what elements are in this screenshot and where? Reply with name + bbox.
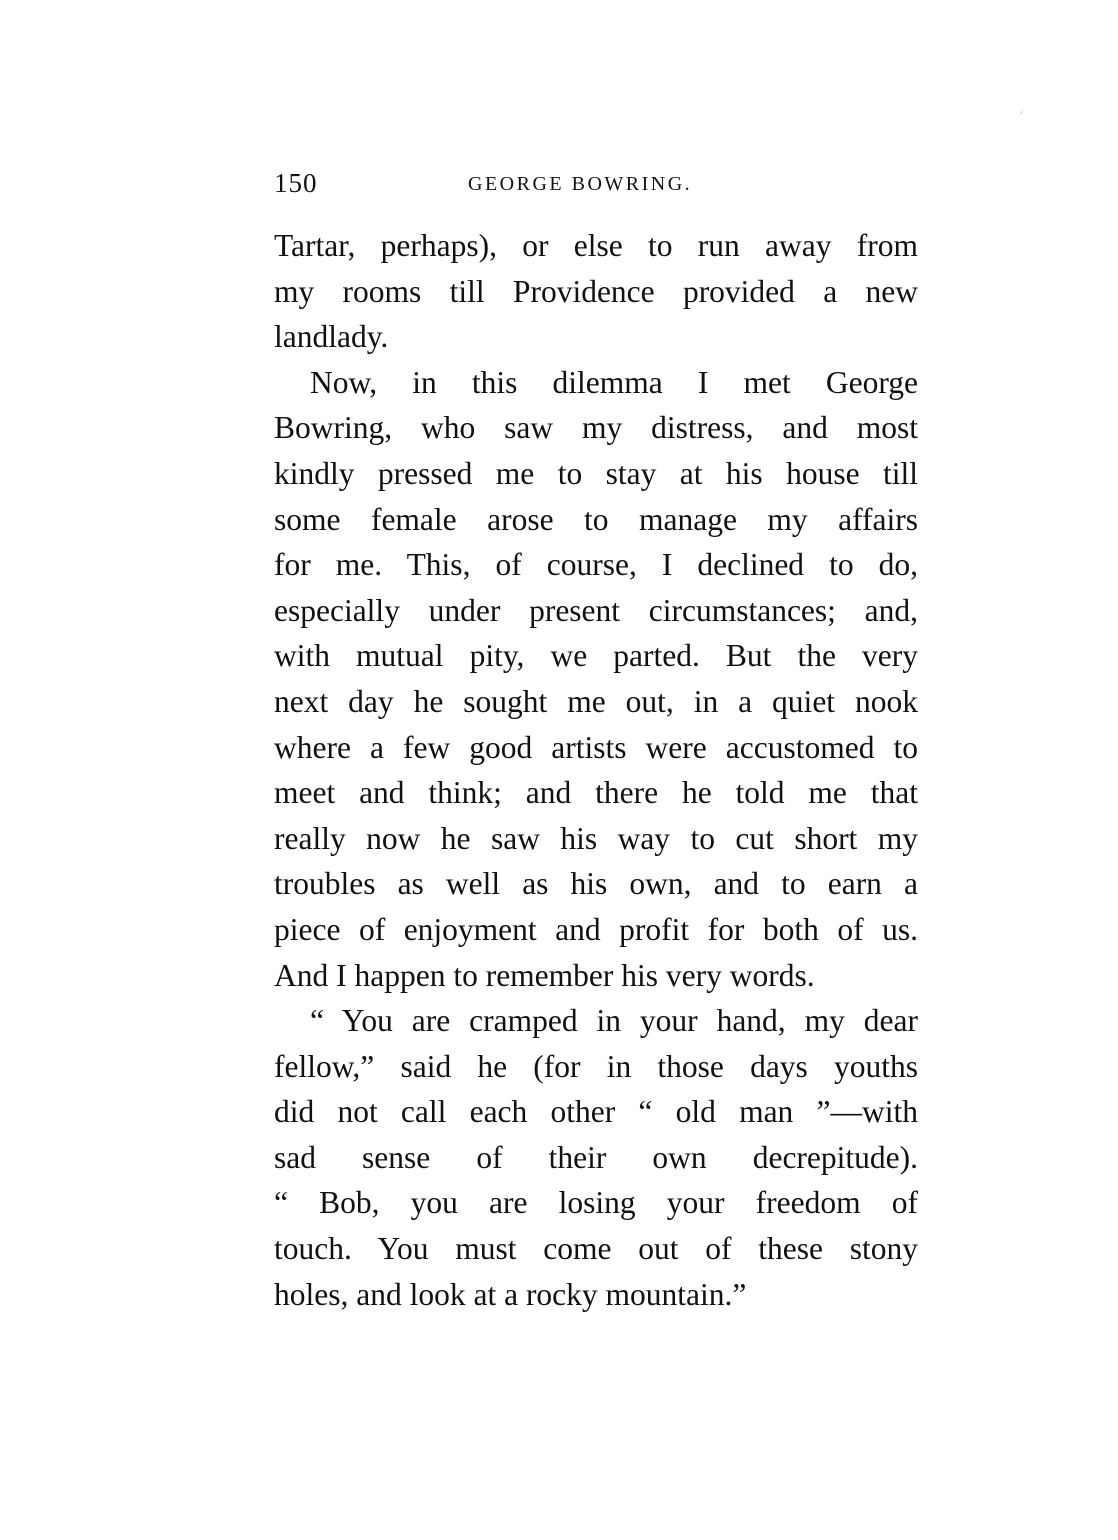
text-line: landlady. xyxy=(274,319,389,355)
text-line: And I happen to remember his very words. xyxy=(274,957,815,993)
text-line: Tartar, perhaps), or else to run away from xyxy=(274,228,918,263)
running-title: GEORGE BOWRING. xyxy=(468,173,693,195)
text-line: Now, in this dilemma I met George xyxy=(310,364,918,400)
body-text xyxy=(274,223,918,1317)
text-line: especially under present circumstances; and, xyxy=(274,592,918,628)
text-line: really now he saw his way to cut short my xyxy=(274,820,918,856)
page-number: 150 xyxy=(274,168,318,198)
text-line: meet and think; and there he told me that xyxy=(274,775,918,811)
text-line: kindly pressed me to stay at his house till xyxy=(274,455,918,491)
running-head xyxy=(274,168,918,202)
text-line: piece of enjoyment and profit for both of us. xyxy=(274,911,918,947)
text-line: troubles as well as his own, and to earn a xyxy=(274,866,918,902)
text-line: sad sense of their own decrepitude). xyxy=(274,1139,918,1175)
text-line: where a few good artists were accustomed to xyxy=(274,729,918,765)
text-line: “ You are cramped in your hand, my dear xyxy=(310,1003,918,1039)
text-line: fellow,” said he (for in those days youths xyxy=(274,1048,918,1084)
text-line: some female arose to manage my affairs xyxy=(274,501,918,537)
text-line: holes, and look at a rocky mountain.” xyxy=(274,1276,747,1312)
text-line: touch. You must come out of these stony xyxy=(274,1231,918,1267)
scan-speck xyxy=(1021,111,1022,114)
text-line: did not call each other “ old man ”—with xyxy=(274,1094,918,1130)
text-line: “ Bob, you are losing your freedom of xyxy=(274,1185,918,1221)
text-line: Bowring, who saw my distress, and most xyxy=(274,410,918,446)
text-line: next day he sought me out, in a quiet nook xyxy=(274,683,918,719)
text-line: for me. This, of course, I declined to do, xyxy=(274,547,918,583)
text-line: my rooms till Providence provided a new xyxy=(274,273,918,309)
text-line: with mutual pity, we parted. But the very xyxy=(274,638,918,674)
